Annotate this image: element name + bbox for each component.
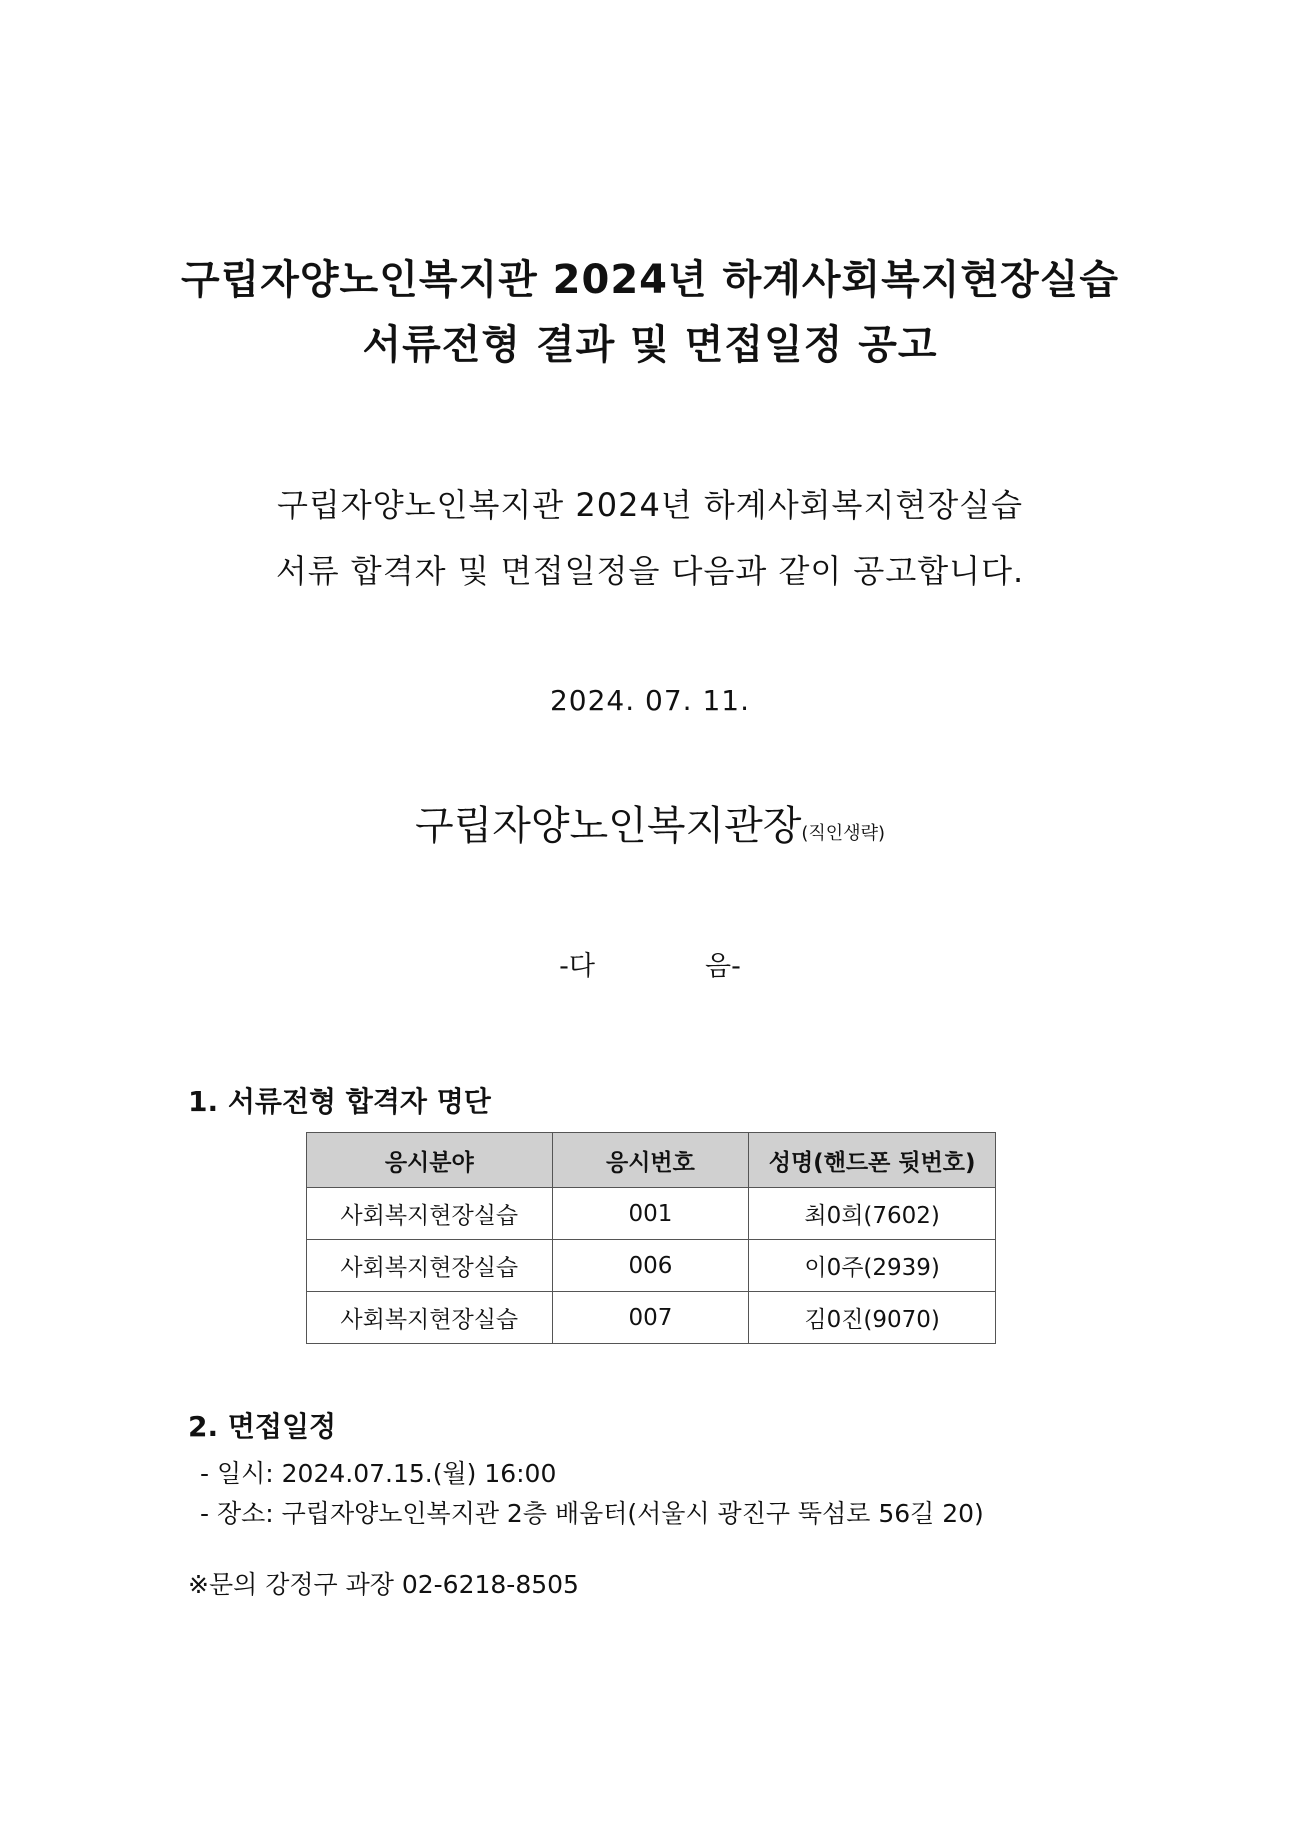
header-field: 응시분야 [307, 1133, 553, 1188]
passer-table [306, 1132, 996, 1344]
cell-number: 006 [552, 1240, 749, 1292]
contact-info: ※문의 강정구 과장 02-6218-8505 [188, 1570, 579, 1599]
cell-name: 이0주(2939) [749, 1240, 996, 1292]
header-name: 성명(핸드폰 뒷번호) [749, 1133, 996, 1188]
signer [0, 794, 1300, 851]
table-header-row [307, 1133, 996, 1188]
notice-marker-right: 음- [705, 951, 741, 982]
table-row [307, 1188, 996, 1240]
table-row [307, 1240, 996, 1292]
interview-datetime: - 일시: 2024.07.15.(월) 16:00 [200, 1459, 557, 1488]
interview-location: - 장소: 구립자양노인복지관 2층 배움터(서울시 광진구 뚝섬로 56길 20) [200, 1499, 984, 1528]
section-2-heading: 2. 면접일정 [188, 1410, 337, 1443]
header-number: 응시번호 [552, 1133, 749, 1188]
cell-number: 001 [552, 1188, 749, 1240]
section-1-heading: 1. 서류전형 합격자 명단 [188, 1085, 491, 1118]
seal-note: (직인생략) [801, 823, 885, 844]
cell-field: 사회복지현장실습 [307, 1292, 553, 1344]
cell-field: 사회복지현장실습 [307, 1188, 553, 1240]
intro-line-1: 구립자양노인복지관 2024년 하계사회복지현장실습 [276, 486, 1024, 524]
title-line-2: 서류전형 결과 및 면접일정 공고 [362, 322, 938, 368]
cell-field: 사회복지현장실습 [307, 1240, 553, 1292]
notice-marker [0, 944, 1300, 983]
cell-number: 007 [552, 1292, 749, 1344]
cell-name: 최0희(7602) [749, 1188, 996, 1240]
notice-date: 2024. 07. 11. [549, 684, 751, 717]
signer-name: 구립자양노인복지관장 [414, 803, 802, 849]
title-line-1: 구립자양노인복지관 2024년 하계사회복지현장실습 [181, 257, 1119, 303]
intro-line-2: 서류 합격자 및 면접일정을 다음과 같이 공고합니다. [275, 552, 1025, 590]
cell-name: 김0진(9070) [749, 1292, 996, 1344]
table-row [307, 1292, 996, 1344]
notice-marker-left: -다 [559, 951, 595, 982]
